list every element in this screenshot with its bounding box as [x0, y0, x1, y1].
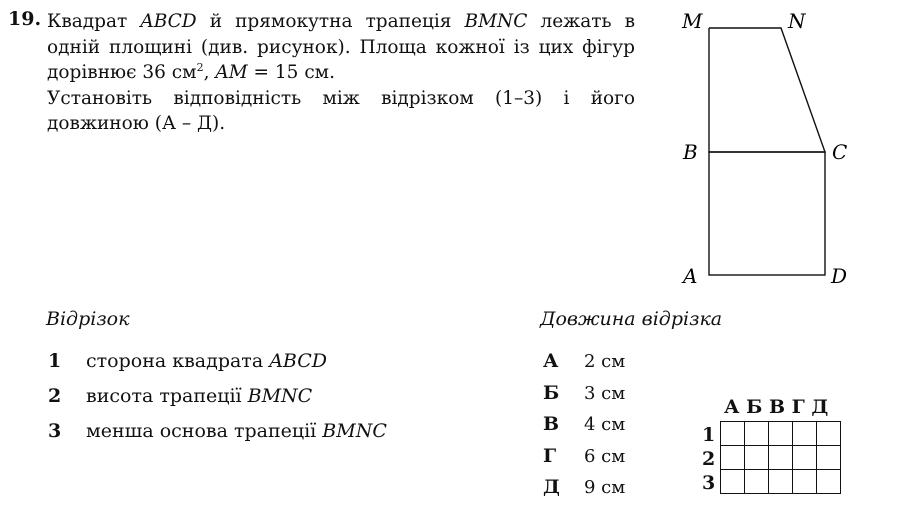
- answer-cell[interactable]: [817, 422, 841, 446]
- answer-cell[interactable]: [769, 446, 793, 470]
- answer-grid-row-label: 2: [702, 448, 716, 470]
- geometry-figure: [670, 0, 870, 300]
- answer-grid-row: [721, 470, 841, 494]
- answer-cell[interactable]: [721, 446, 745, 470]
- answer-cell[interactable]: [721, 470, 745, 494]
- point-label-d: D: [831, 264, 848, 288]
- answer-grid-row-label: 3: [702, 472, 716, 494]
- option-value: 2 см: [584, 351, 626, 372]
- question-instruction: Установіть відповідність між відрізком (1–3) і його довжиною (А – Д).: [47, 87, 635, 134]
- option-value: 9 см: [584, 477, 626, 498]
- question-number: 19.: [8, 8, 42, 30]
- question-statement: Квадрат ABCD й прямокутна трапеція BMNC лежать в одній площині (див. рисунок). Площа кожної із цих фігур дорівнює 36 $см^2$, AM = 15 см.: [47, 11, 636, 83]
- trapezoid-outline: [709, 28, 825, 152]
- point-label-b: B: [683, 140, 698, 164]
- answer-grid-row: [721, 446, 841, 470]
- option-letter: Г: [543, 445, 557, 467]
- option-value: 3 см: [584, 383, 626, 404]
- answer-cell[interactable]: [817, 446, 841, 470]
- option-letter: Д: [543, 476, 560, 498]
- point-label-a: A: [683, 264, 698, 288]
- segment-number: 2: [48, 385, 62, 407]
- segment-text: сторона квадрата ABCD: [86, 350, 328, 372]
- answer-cell[interactable]: [745, 470, 769, 494]
- answer-cell[interactable]: [793, 422, 817, 446]
- answer-grid: [720, 421, 841, 494]
- answer-cell[interactable]: [745, 446, 769, 470]
- answer-cell[interactable]: [817, 470, 841, 494]
- answer-grid-row-label: 1: [702, 424, 716, 446]
- point-label-c: C: [832, 140, 848, 164]
- option-value: 6 см: [584, 446, 626, 467]
- point-label-n: N: [788, 9, 806, 33]
- answer-cell[interactable]: [769, 422, 793, 446]
- segment-number: 1: [48, 350, 62, 372]
- segment-number: 3: [48, 420, 62, 442]
- segment-text: менша основа трапеції BMNC: [86, 420, 387, 442]
- option-letter: Б: [543, 382, 560, 404]
- question-text: [47, 9, 635, 137]
- answer-cell[interactable]: [769, 470, 793, 494]
- lengths-header: Довжина відрізка: [540, 308, 723, 330]
- segments-header: Відрізок: [46, 308, 130, 330]
- option-letter: В: [543, 413, 560, 435]
- point-label-m: M: [682, 9, 703, 33]
- answer-cell[interactable]: [745, 422, 769, 446]
- square-outline: [709, 152, 825, 275]
- answer-cell[interactable]: [793, 446, 817, 470]
- option-letter: А: [543, 350, 559, 372]
- answer-grid-header: А Б В Г Д: [724, 396, 829, 418]
- segment-text: висота трапеції BMNC: [86, 385, 313, 407]
- answer-cell[interactable]: [721, 422, 745, 446]
- option-value: 4 см: [584, 414, 626, 435]
- answer-grid-row: [721, 422, 841, 446]
- answer-cell[interactable]: [793, 470, 817, 494]
